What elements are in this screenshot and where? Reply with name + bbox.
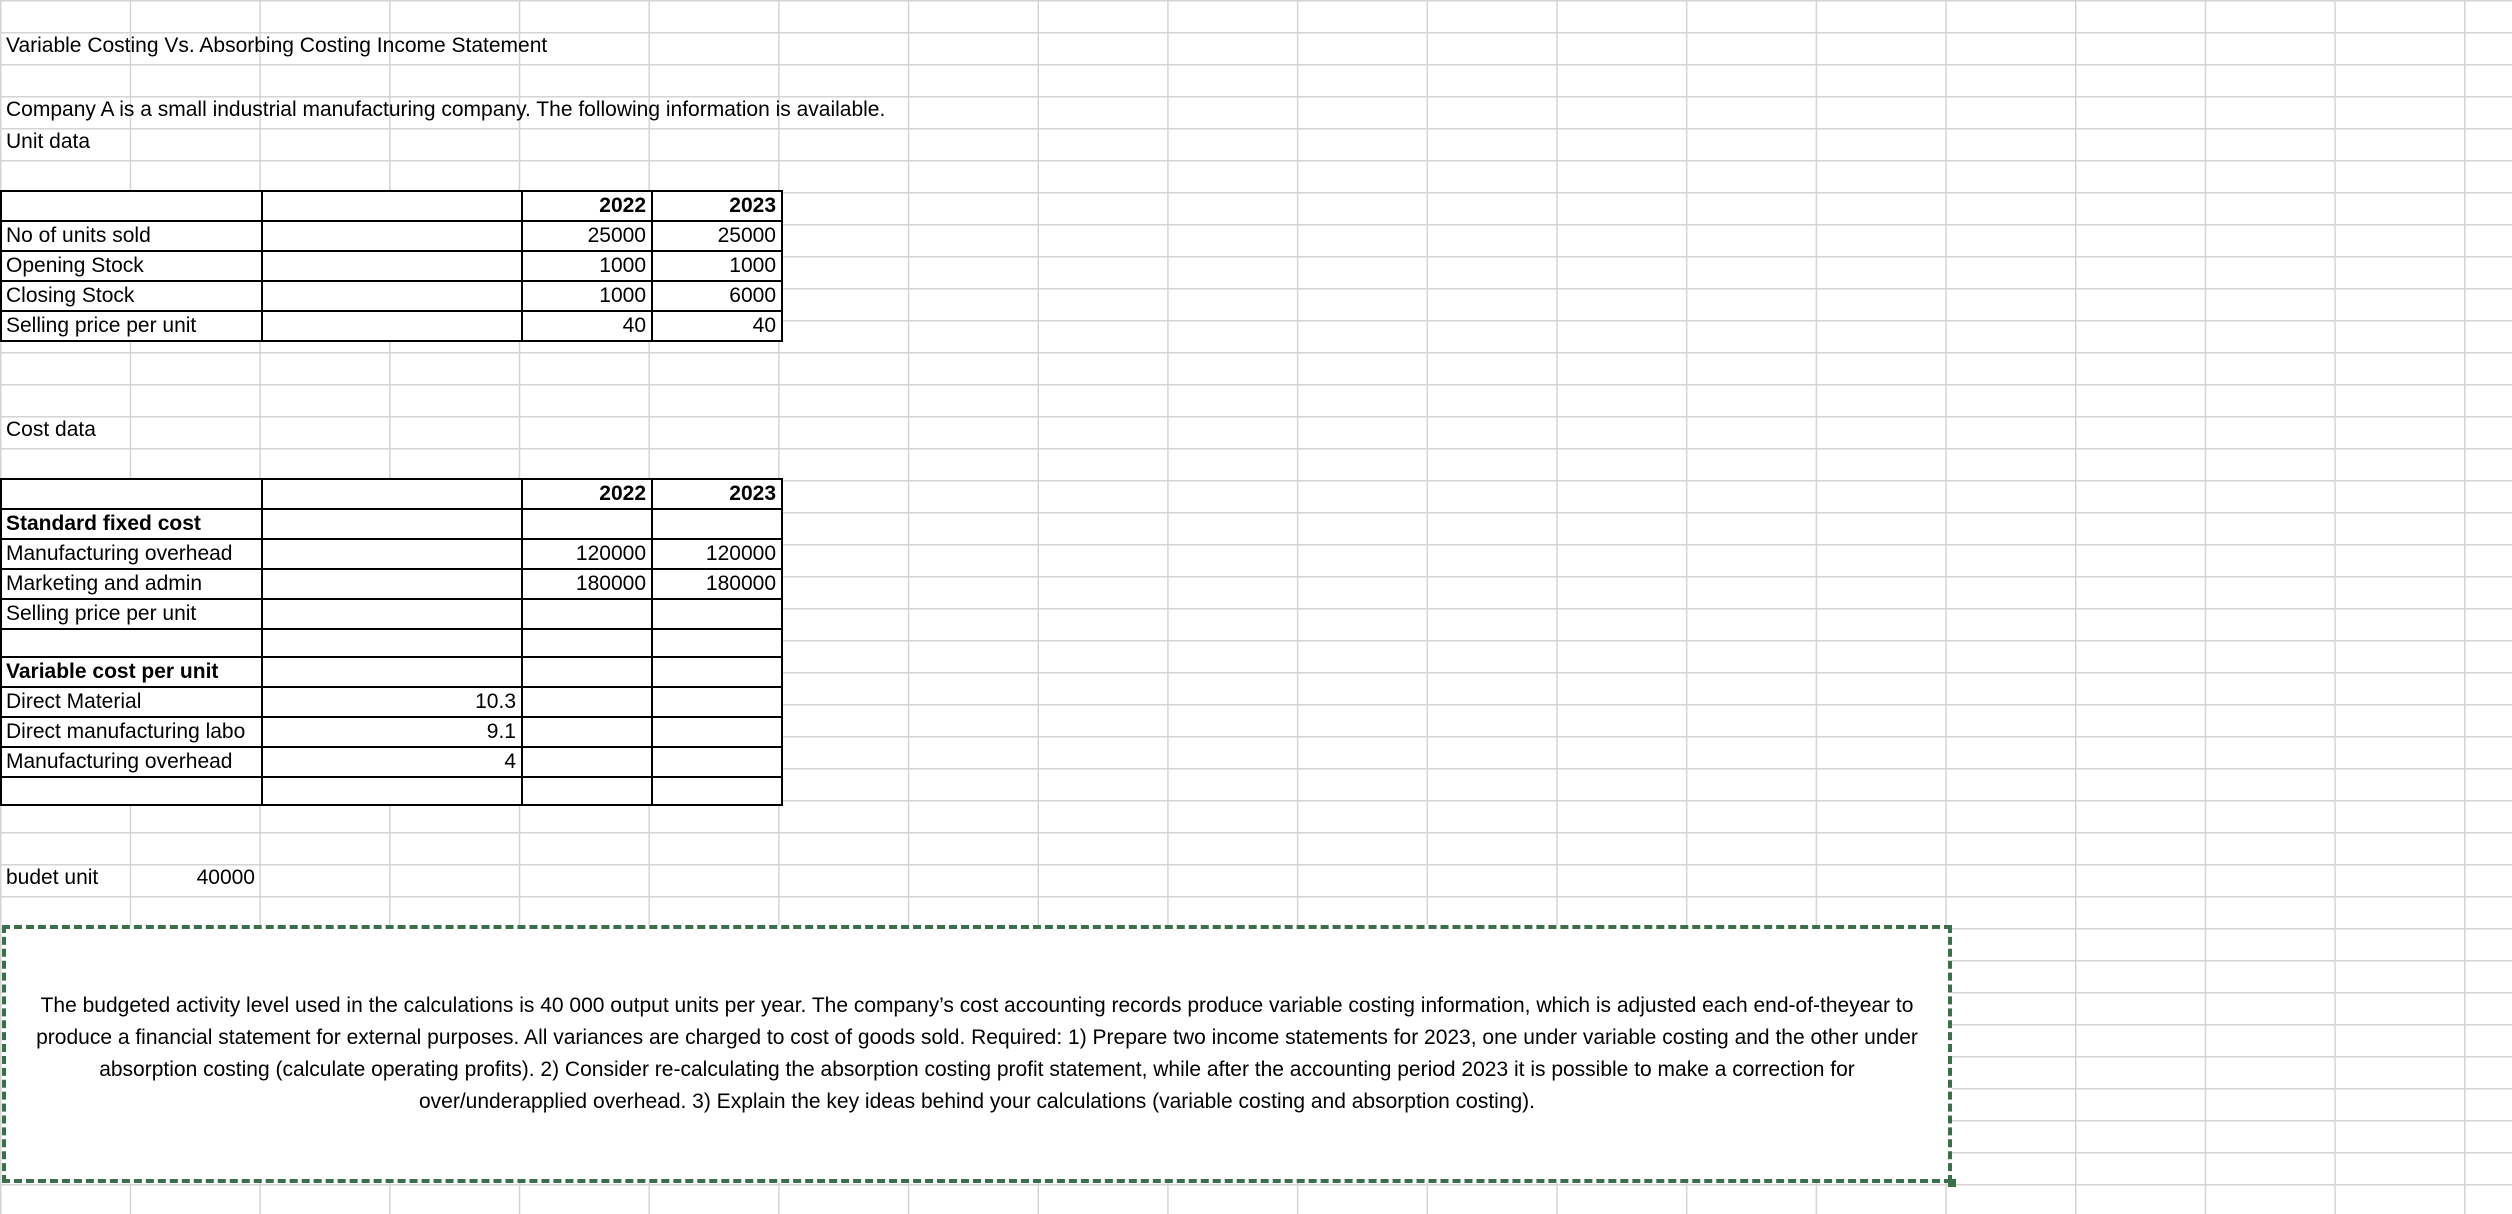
row-label[interactable]: Selling price per unit — [1, 599, 262, 629]
row-label[interactable]: Direct manufacturing labo — [1, 717, 262, 747]
resize-handle[interactable] — [1948, 1179, 1956, 1187]
table-cell[interactable] — [652, 509, 782, 539]
unit-cost-value[interactable]: 4 — [262, 747, 522, 777]
variable-cost-heading[interactable]: Variable cost per unit — [1, 657, 262, 687]
table-cell[interactable] — [1, 777, 262, 805]
row-label[interactable]: Manufacturing overhead — [1, 539, 262, 569]
budget-unit-value[interactable]: 40000 — [196, 866, 255, 889]
table-row — [1, 717, 782, 747]
unit-cost-value[interactable]: 10.3 — [262, 687, 522, 717]
table-cell[interactable] — [262, 251, 522, 281]
value-2023[interactable]: 40 — [652, 311, 782, 341]
table-cell[interactable] — [1, 629, 262, 657]
value-2023[interactable]: 1000 — [652, 251, 782, 281]
table-cell[interactable] — [522, 657, 652, 687]
section-heading-row — [1, 657, 782, 687]
table-cell[interactable] — [262, 479, 522, 509]
table-cell[interactable] — [262, 657, 522, 687]
table-cell[interactable] — [522, 687, 652, 717]
value-2022[interactable]: 120000 — [522, 539, 652, 569]
value-2023[interactable]: 25000 — [652, 221, 782, 251]
value-2023[interactable] — [652, 599, 782, 629]
year-header-2023[interactable]: 2023 — [652, 479, 782, 509]
problem-text[interactable]: The budgeted activity level used in the calculations is 40 000 output units per year. The company’s cost accounting records produce variable costing information, which is adjusted each end-of-theyear to produce a financial statement for external purposes. All variances are charged to cost of goods sold. Required: 1) Prepare two income statements for 2023, one under variable costing and the other under absorption costing (calculate operating profits). 2) Consider re-calculating the absorption costing profit statement, while after the accounting period 2023 it is possible to make a correction for over/underapplied overhead. 3) Explain the key ideas behind your calculations (variable costing and absorption costing). — [36, 994, 1918, 1113]
cost-data-table — [0, 478, 783, 806]
budget-unit-label[interactable]: budet unit — [6, 866, 99, 889]
table-cell[interactable] — [652, 717, 782, 747]
row-label[interactable]: Opening Stock — [1, 251, 262, 281]
section-heading-row — [1, 509, 782, 539]
table-cell[interactable] — [652, 629, 782, 657]
table-row — [1, 687, 782, 717]
value-2022[interactable]: 25000 — [522, 221, 652, 251]
table-cell[interactable] — [652, 687, 782, 717]
value-2022[interactable] — [522, 599, 652, 629]
table-row — [1, 221, 782, 251]
intro-text[interactable]: Company A is a small industrial manufacturing company. The following information is available. — [6, 98, 886, 121]
value-2023[interactable]: 180000 — [652, 569, 782, 599]
table-cell[interactable] — [262, 539, 522, 569]
year-header-2022[interactable]: 2022 — [522, 191, 652, 221]
cost-data-label[interactable]: Cost data — [6, 418, 96, 441]
value-2023[interactable]: 6000 — [652, 281, 782, 311]
table-cell[interactable] — [262, 629, 522, 657]
table-cell[interactable] — [522, 509, 652, 539]
table-header-row — [1, 191, 782, 221]
value-2022[interactable]: 40 — [522, 311, 652, 341]
table-row — [1, 629, 782, 657]
table-row — [1, 569, 782, 599]
sheet-title[interactable]: Variable Costing Vs. Absorbing Costing Income Statement — [6, 34, 548, 57]
table-cell[interactable] — [262, 311, 522, 341]
table-row — [1, 599, 782, 629]
table-cell[interactable] — [652, 657, 782, 687]
unit-cost-value[interactable]: 9.1 — [262, 717, 522, 747]
row-label[interactable]: Manufacturing overhead — [1, 747, 262, 777]
row-label[interactable]: Selling price per unit — [1, 311, 262, 341]
table-row — [1, 281, 782, 311]
table-cell[interactable] — [652, 747, 782, 777]
table-cell[interactable] — [262, 509, 522, 539]
value-2022[interactable]: 180000 — [522, 569, 652, 599]
row-label[interactable]: Closing Stock — [1, 281, 262, 311]
table-row — [1, 747, 782, 777]
row-label[interactable]: Marketing and admin — [1, 569, 262, 599]
table-header-row — [1, 479, 782, 509]
row-label[interactable]: Direct Material — [1, 687, 262, 717]
unit-data-label[interactable]: Unit data — [6, 130, 91, 153]
table-cell[interactable] — [262, 191, 522, 221]
table-cell[interactable] — [652, 777, 782, 805]
table-row — [1, 539, 782, 569]
year-header-2023[interactable]: 2023 — [652, 191, 782, 221]
problem-text-box[interactable] — [2, 925, 1952, 1183]
table-row — [1, 251, 782, 281]
row-label[interactable]: No of units sold — [1, 221, 262, 251]
unit-data-table — [0, 190, 783, 342]
value-2022[interactable]: 1000 — [522, 281, 652, 311]
table-cell[interactable] — [262, 281, 522, 311]
table-cell[interactable] — [522, 717, 652, 747]
value-2022[interactable]: 1000 — [522, 251, 652, 281]
fixed-cost-heading[interactable]: Standard fixed cost — [1, 509, 262, 539]
table-row — [1, 311, 782, 341]
year-header-2022[interactable]: 2022 — [522, 479, 652, 509]
table-row — [1, 777, 782, 805]
table-cell[interactable] — [262, 569, 522, 599]
table-cell[interactable] — [1, 479, 262, 509]
table-cell[interactable] — [522, 747, 652, 777]
table-cell[interactable] — [262, 221, 522, 251]
table-cell[interactable] — [522, 777, 652, 805]
table-cell[interactable] — [262, 599, 522, 629]
table-cell[interactable] — [1, 191, 262, 221]
table-cell[interactable] — [262, 777, 522, 805]
value-2023[interactable]: 120000 — [652, 539, 782, 569]
table-cell[interactable] — [522, 629, 652, 657]
